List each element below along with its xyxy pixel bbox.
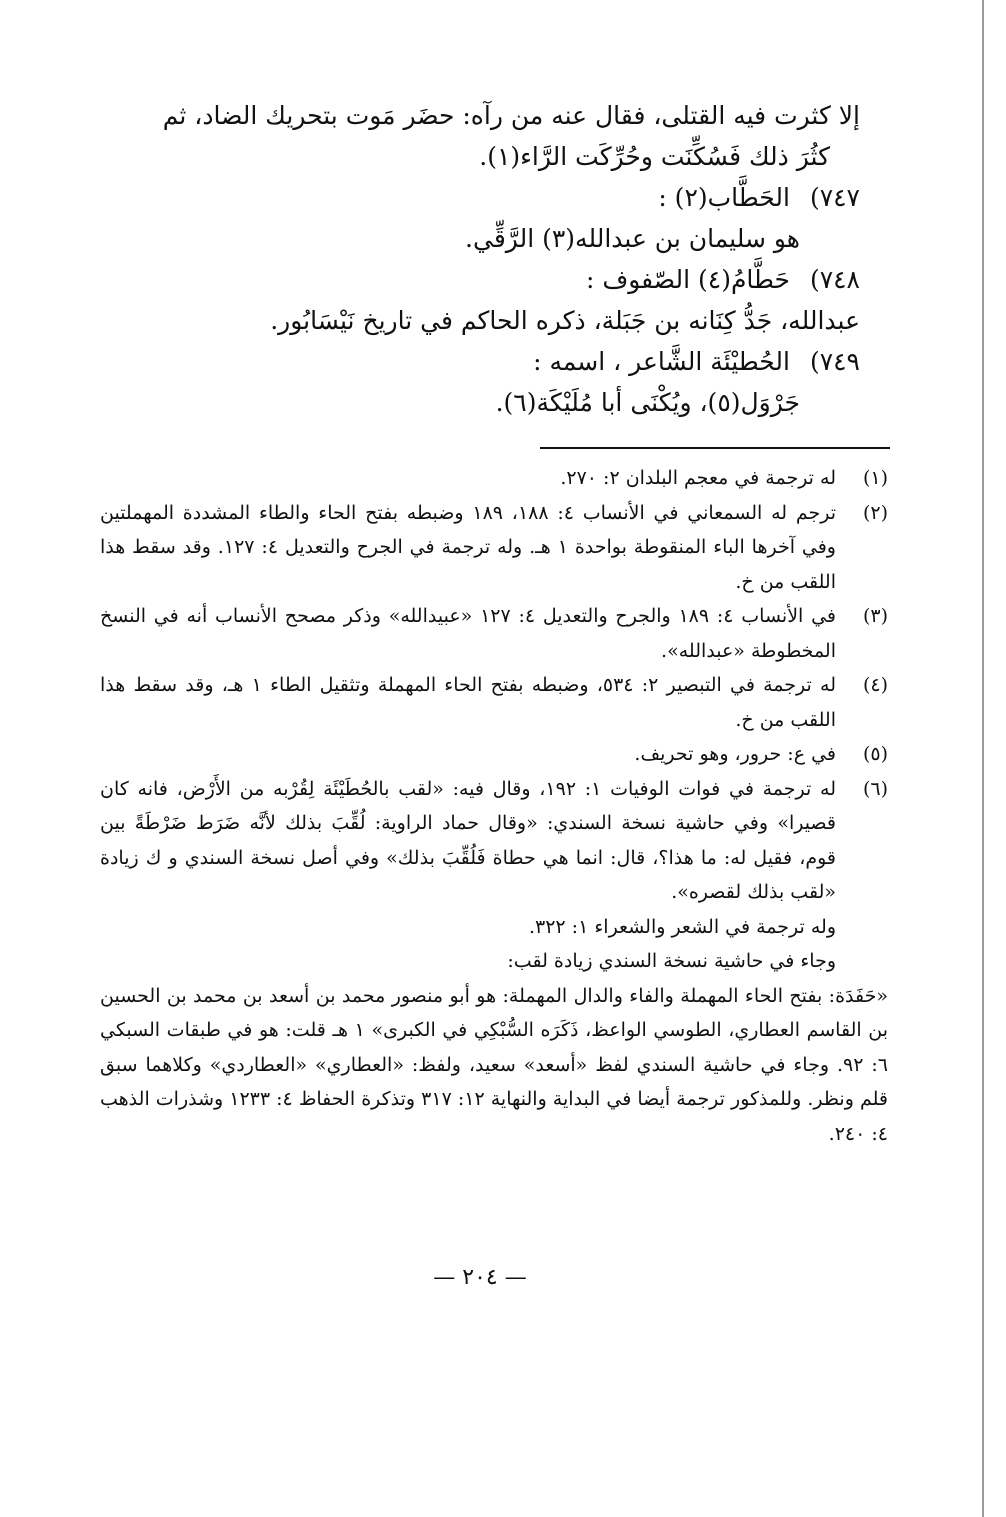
footnote-text <box>100 496 836 600</box>
footnote-line: وله ترجمة في الشعر والشعراء ١: ٣٢٢. <box>528 915 836 938</box>
entry-number: ٧٤٩) <box>809 347 860 376</box>
footnote <box>100 668 888 737</box>
entry-heading <box>100 259 860 300</box>
footnote-continuation: «حَفَدَة: بفتح الحاء المهملة والفاء والدال المهملة: هو أبو منصور محمد بن أسعد بن محمد بن الحسين بن القاسم العطاري، الطوسي الواعظ، ذَكَرَه السُّبْكِي في الكبرى» ١ هـ قلت: هو في طبقات السبكي ٦: ٩٢. وجاء في حاشية السندي لفظ «أسعد» سعيد، ولفظ: «العطاري» «العطاردي» وكلاهما سبق قلم ونظر. وللمذكور ترجمة أيضا في البداية والنهاية ١٢: ٣١٧ وتذكرة الحفاظ ٤: ١٢٣٣ وشذرات الذهب ٤: ٢٤٠. <box>100 984 888 1145</box>
footnote-line: له ترجمة في التبصير ٢: ٥٣٤، وضبطه بفتح الحاء المهملة وتثقيل الطاء ١ هـ، وقد سقط هذا اللقب من خ. <box>100 674 836 731</box>
footnote <box>100 461 888 496</box>
footnote-number: (٥) <box>862 743 888 765</box>
main-text <box>100 95 860 423</box>
footnote-text <box>100 668 836 737</box>
footnote-number: (٣) <box>862 605 888 627</box>
footnote-text <box>100 461 836 496</box>
intro-line-1: إلا كثرت فيه القتلى، فقال عنه من رآه: حضَر مَوت بتحريك الضاد، ثم <box>162 101 860 130</box>
entry-title: حَطَّامُ(٤) الصّفوف : <box>585 265 790 294</box>
footnote-line: له ترجمة في معجم البلدان ٢: ٢٧٠. <box>560 467 836 489</box>
entry-heading <box>100 177 860 218</box>
footnote-line: وجاء في حاشية نسخة السندي زيادة لقب: <box>507 950 836 972</box>
footnote-text <box>100 599 836 668</box>
document-page <box>100 95 888 1151</box>
intro-line-2: كثُرَ ذلك فَسُكِّنَت وحُرِّكَت الرَّاء(١). <box>479 142 830 171</box>
footnote-line: له ترجمة في فوات الوفيات ١: ١٩٢، وقال فيه: «لقب بالحُطَيْئَة لِقُرْبه من الأَرْض، فانه كان قصيرا» وفي حاشية نسخة السندي: «وقال حماد الراوية: لُقِّبَ بذلك لأنَّه ضَرَط ضَرْطَةً بين قوم، فقيل له: ما هذا؟، قال: انما هي حطاة فَلُقِّبَ بذلك» وفي أصل نسخة السندي و ك زيادة «لقب بذلك لقصره». <box>100 777 836 903</box>
footnote-divider <box>540 447 890 449</box>
entry-number: ٧٤٨) <box>809 265 860 294</box>
footnote <box>100 737 888 772</box>
footnote-number: (٤) <box>862 674 888 696</box>
entry-body: جَرْوَل(٥)، ويُكْنَى أبا مُلَيْكَة(٦). <box>495 388 800 417</box>
footnotes <box>100 461 888 1151</box>
footnote-text <box>100 772 836 979</box>
footnote-text <box>100 737 836 772</box>
footnote-number: (١) <box>862 467 888 489</box>
footnote <box>100 599 888 668</box>
page-number: — ٢٠٤ — <box>433 1265 527 1290</box>
entry-title: الحَطَّاب(٢) : <box>658 183 790 212</box>
footnote <box>100 496 888 600</box>
footnote-number: (٦) <box>862 777 888 800</box>
footnote-line: ترجم له السمعاني في الأنساب ٤: ١٨٨، ١٨٩ وضبطه بفتح الحاء والطاء المشددة المهملتين وفي آخرها الباء المنقوطة بواحدة ١ هـ. وله ترجمة في الجرح والتعديل ٤: ١٢٧. وقد سقط هذا اللقب من خ. <box>100 501 837 593</box>
entry-748 <box>100 259 860 341</box>
entry-title: الحُطيْئَة الشَّاعر ، اسمه : <box>533 347 790 376</box>
footnote-line: في ع: حرور، وهو تحريف. <box>634 743 836 765</box>
scan-edge-line <box>982 0 984 1517</box>
entry-body: هو سليمان بن عبدالله(٣) الرَّقِّي. <box>465 224 800 253</box>
footnote <box>100 772 888 979</box>
entry-number: ٧٤٧) <box>809 183 860 212</box>
entry-749 <box>100 341 860 423</box>
entry-heading <box>100 341 860 382</box>
entry-747 <box>100 177 860 259</box>
footnote-line: في الأنساب ٤: ١٨٩ والجرح والتعديل ٤: ١٢٧ «عبيدالله» وذكر مصحح الأنساب أنه في النسخ المخطوطة «عبدالله». <box>100 605 836 662</box>
entry-body: عبدالله، جَدُّ كِنَانه بن جَبَلة، ذكره الحاكم في تاريخ نَيْسَابُور. <box>270 306 860 335</box>
footnote-number: (٢) <box>862 501 888 524</box>
